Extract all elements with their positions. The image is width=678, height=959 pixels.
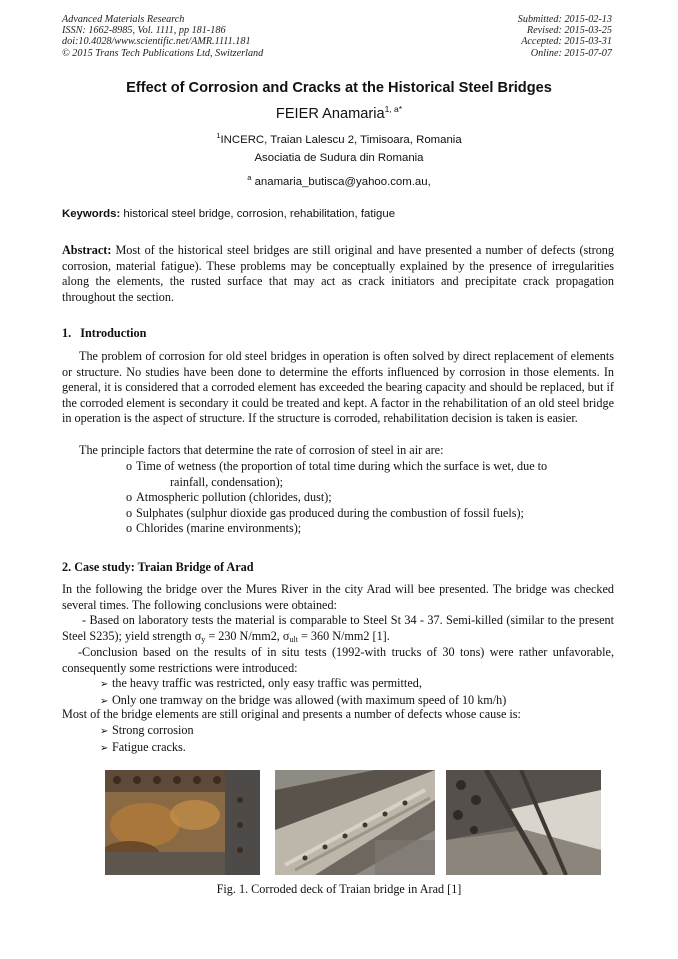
keywords	[62, 208, 618, 220]
list-item	[100, 740, 194, 757]
list-item-text: Fatigue cracks.	[112, 739, 186, 754]
section-2-paragraph-1: In the following the bridge over the Mures River in the city Arad will bee presented. The bridge was checked several times. The following conclusions were obtained:	[62, 582, 614, 612]
issn-line: ISSN: 1662-8985, Vol. 1111, pp 181-186	[62, 25, 226, 37]
doi-line: doi:10.4028/www.scientific.net/AMR.1111.181	[62, 36, 251, 48]
bullet-icon: o	[126, 505, 133, 520]
section-2-paragraph-4: Most of the bridge elements are still original and presents a number of defects whose cause is:	[62, 707, 521, 721]
abstract-label: Abstract:	[62, 243, 112, 257]
material-text-1: - Based on laboratory tests the material is comparable to Steel St 34 - 37. Semi-killed (similar to the present Steel S235); yield strength σ	[62, 613, 614, 643]
section-2-paragraph-3: -Conclusion based on the results of in situ tests (1992-with trucks of 30 tons) were rather unfavorable, consequently some restrictions were introduced:	[62, 645, 614, 675]
paper-title: Effect of Corrosion and Cracks at the Historical Steel Bridges	[126, 80, 552, 96]
list-item-text: Sulphates (sulphur dioxide gas produced during the combustion of fossil fuels);	[136, 505, 524, 520]
list-item	[126, 459, 614, 490]
section-1-heading: 1. Introduction	[62, 326, 147, 340]
affiliation-1-superscript: 1	[216, 131, 221, 140]
author-email	[0, 173, 678, 188]
figure-photo-under-deck	[446, 770, 601, 875]
running-header-right	[518, 14, 612, 59]
corrosion-factors-list	[126, 459, 614, 537]
author-superscript: 1, a*	[384, 104, 403, 114]
email-text[interactable]: anamaria_butisca@yahoo.com.au,	[254, 175, 431, 188]
list-item-continuation: rainfall, condensation);	[170, 474, 284, 489]
list-item-text: Time of wetness (the proportion of total time during which the surface is wet, due to	[136, 459, 548, 473]
restrictions-list	[100, 676, 506, 709]
list-item-text: Only one tramway on the bridge was allowed (with maximum speed of 10 km/h)	[112, 692, 507, 707]
section-2-heading: 2. Case study: Traian Bridge of Arad	[62, 560, 254, 574]
figure-photo-riveted-girder	[275, 770, 435, 875]
list-item	[100, 723, 194, 740]
arrow-bullet-icon: ➢	[100, 695, 109, 707]
bullet-icon: o	[126, 521, 133, 536]
list-item-text: Chlorides (marine environments);	[136, 521, 302, 536]
revised-date: Revised: 2015-03-25	[526, 25, 612, 37]
affiliation-1-text: INCERC, Traian Lalescu 2, Timisoara, Romania	[220, 133, 462, 146]
affiliation-2	[0, 152, 678, 164]
list-item-text: the heavy traffic was restricted, only easy traffic was permitted,	[112, 676, 422, 690]
submitted-date: Submitted: 2015-02-13	[517, 14, 612, 25]
accepted-date: Accepted: 2015-03-31	[521, 36, 612, 48]
arrow-bullet-icon: ➢	[100, 742, 109, 754]
arrow-bullet-icon: ➢	[100, 679, 109, 690]
affiliation-2-text: Asociatia de Sudura din Romania	[254, 152, 424, 164]
list-item	[100, 676, 506, 693]
author-line	[0, 104, 678, 122]
section-1-paragraph-1: The problem of corrosion for old steel bridges in operation is often solved by direct replacement of elements or structure. No studies have been done to determine the efforts influenced by corrosion in those elements. In general, it is considered that a corroded element has exceeded the bearing capacity and should be replaced, but if the corroded element is secondary it could be treated and kept. A factor in the rehabilitation of an old steel bridge in operation is the aspect of structure. If the structure is corroded, rehabilitation decision is taken is easier.	[62, 349, 614, 426]
online-date: Online: 2015-07-07	[530, 47, 612, 59]
keywords-label: Keywords:	[62, 208, 121, 220]
copyright-line: © 2015 Trans Tech Publications Ltd, Switzerland	[62, 47, 264, 59]
journal-name: Advanced Materials Research	[62, 14, 185, 25]
defects-list	[100, 723, 194, 756]
yield-subscript: y	[201, 634, 206, 644]
list-item	[126, 490, 614, 506]
bullet-icon: o	[126, 459, 133, 473]
material-text-3: = 360 N/mm2 [1].	[297, 628, 390, 643]
running-header-left	[62, 14, 263, 59]
abstract-text: Most of the historical steel bridges are still original and have presented a number of defects (strong corrosion, material fatigue). These problems may be conceptually explained by the presence of irregularities along the elements, the rusted surface that may act as crack initiators and precipitate crack propagation throughout the section.	[62, 243, 614, 304]
bullet-icon: o	[126, 490, 133, 505]
affiliation-1	[0, 131, 678, 146]
material-text-2: = 230 N/mm2, σ	[205, 628, 290, 643]
figure-photo-corroded-plate	[105, 770, 260, 875]
list-item-text: Atmospheric pollution (chlorides, dust);	[136, 490, 332, 505]
section-1-paragraph-2: The principle factors that determine the rate of corrosion of steel in air are:	[79, 443, 444, 457]
list-item-text: Strong corrosion	[112, 723, 194, 737]
arrow-bullet-icon: ➢	[100, 726, 109, 737]
author-name: FEIER Anamaria	[275, 105, 385, 122]
figure-caption: Fig. 1. Corroded deck of Traian bridge in Arad [1]	[216, 882, 462, 896]
abstract	[62, 243, 614, 305]
keywords-text: historical steel bridge, corrosion, rehabilitation, fatigue	[123, 208, 396, 220]
section-2-paragraph-2	[62, 613, 614, 647]
ultimate-subscript: ult	[289, 634, 298, 644]
email-superscript: a	[247, 173, 252, 182]
list-item	[126, 521, 614, 537]
list-item	[126, 506, 614, 522]
